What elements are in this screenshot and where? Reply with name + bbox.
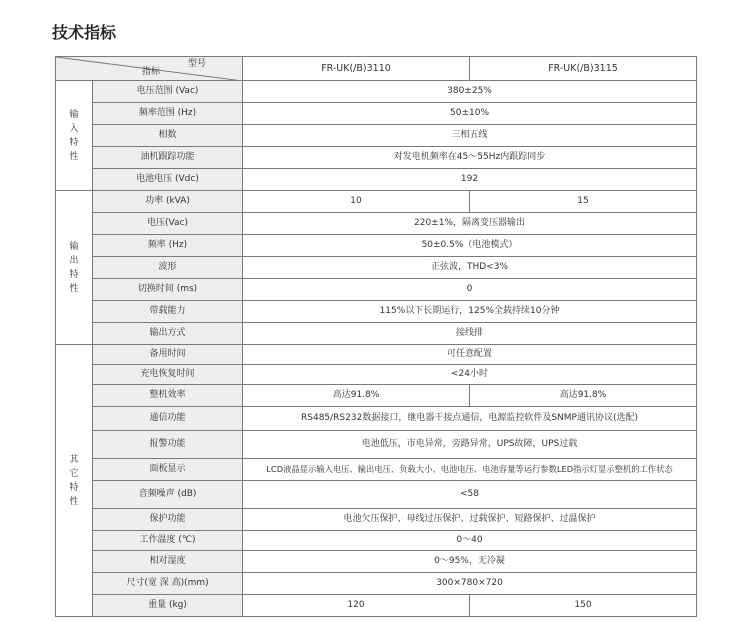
table-row — [56, 431, 697, 459]
row-label: 切换时间 (ms) — [93, 279, 243, 301]
table-row — [56, 573, 697, 595]
table-row — [56, 509, 697, 531]
table-row — [56, 365, 697, 385]
row-value: 电池欠压保护、母线过压保护、过载保护、短路保护、过温保护 — [243, 509, 697, 531]
row-value: 接线排 — [243, 323, 697, 345]
header-row — [56, 57, 697, 81]
row-label: 面板显示 — [93, 459, 243, 481]
row-label: 尺寸(宽 深 高)(mm) — [93, 573, 243, 595]
header-index-label: 指标 — [142, 67, 161, 77]
model-name-1: FR-UK(/B)3110 — [243, 57, 470, 81]
row-label: 保护功能 — [93, 509, 243, 531]
table-row — [56, 595, 697, 617]
table-row — [56, 459, 697, 481]
table-row — [56, 81, 697, 103]
table-row — [56, 169, 697, 191]
row-label: 频率范围 (Hz) — [93, 103, 243, 125]
row-value: 0～40 — [243, 531, 697, 551]
row-label: 相对湿度 — [93, 551, 243, 573]
row-value: 0～95%，无冷凝 — [243, 551, 697, 573]
row-label: 音频噪声 (dB) — [93, 481, 243, 509]
row-value: 380±25% — [243, 81, 697, 103]
row-label: 重量 (kg) — [93, 595, 243, 617]
table-row — [56, 481, 697, 509]
row-value-model-2: 150 — [470, 595, 697, 617]
header-corner-cell — [56, 57, 243, 81]
spec-table — [55, 56, 697, 617]
row-value-model-1: 120 — [243, 595, 470, 617]
row-label: 相数 — [93, 125, 243, 147]
row-value: 对发电机频率在45～55Hz内跟踪同步 — [243, 147, 697, 169]
table-row — [56, 147, 697, 169]
table-row — [56, 551, 697, 573]
row-value: 50±10% — [243, 103, 697, 125]
table-row — [56, 191, 697, 213]
row-label: 备用时间 — [93, 345, 243, 365]
row-value: 三相五线 — [243, 125, 697, 147]
row-value: LCD液晶显示输入电压、输出电压、负载大小、电池电压、电池容量等运行参数LED指示灯显示整机的工作状态 — [243, 459, 697, 481]
table-row — [56, 407, 697, 431]
row-label: 电池电压 (Vdc) — [93, 169, 243, 191]
row-label: 频率 (Hz) — [93, 235, 243, 257]
table-row — [56, 125, 697, 147]
table-row — [56, 323, 697, 345]
row-value-model-2: 高达91.8% — [470, 385, 697, 407]
row-label: 功率 (kVA) — [93, 191, 243, 213]
row-value: 电池低压，市电异常，旁路异常，UPS故障，UPS过载 — [243, 431, 697, 459]
row-label: 波形 — [93, 257, 243, 279]
row-label: 通信功能 — [93, 407, 243, 431]
page-title: 技术指标 — [52, 23, 117, 42]
table-row — [56, 213, 697, 235]
group-label-other: 其 它 特 性 — [56, 345, 93, 617]
group-label-output: 输 出 特 性 — [56, 191, 93, 345]
group-label-input: 输 入 特 性 — [56, 81, 93, 191]
row-label: 整机效率 — [93, 385, 243, 407]
row-value: 正弦波，THD<3% — [243, 257, 697, 279]
row-value: 115%以下长期运行，125%全载持续10分钟 — [243, 301, 697, 323]
row-value-model-1: 高达91.8% — [243, 385, 470, 407]
model-name-2: FR-UK(/B)3115 — [470, 57, 697, 81]
row-value: 50±0.5%（电池模式） — [243, 235, 697, 257]
row-label: 油机跟踪功能 — [93, 147, 243, 169]
row-value: <58 — [243, 481, 697, 509]
row-value: 300×780×720 — [243, 573, 697, 595]
row-label: 电压(Vac) — [93, 213, 243, 235]
table-row — [56, 235, 697, 257]
table-row — [56, 257, 697, 279]
row-label: 输出方式 — [93, 323, 243, 345]
row-value-model-1: 10 — [243, 191, 470, 213]
row-value: 0 — [243, 279, 697, 301]
row-label: 充电恢复时间 — [93, 365, 243, 385]
row-value: <24小时 — [243, 365, 697, 385]
table-row — [56, 531, 697, 551]
row-label: 报警功能 — [93, 431, 243, 459]
row-value: 192 — [243, 169, 697, 191]
table-row — [56, 345, 697, 365]
row-label: 带载能力 — [93, 301, 243, 323]
row-value: 220±1%，隔离变压器输出 — [243, 213, 697, 235]
row-value: RS485/RS232数据接口，继电器干接点通信，电源监控软件及SNMP通讯协议(选配) — [243, 407, 697, 431]
row-value-model-2: 15 — [470, 191, 697, 213]
row-label: 电压范围 (Vac) — [93, 81, 243, 103]
table-row — [56, 103, 697, 125]
table-row — [56, 301, 697, 323]
table-row — [56, 385, 697, 407]
row-label: 工作温度 (℃) — [93, 531, 243, 551]
row-value: 可任意配置 — [243, 345, 697, 365]
header-model-label: 型号 — [187, 59, 206, 69]
table-row — [56, 279, 697, 301]
